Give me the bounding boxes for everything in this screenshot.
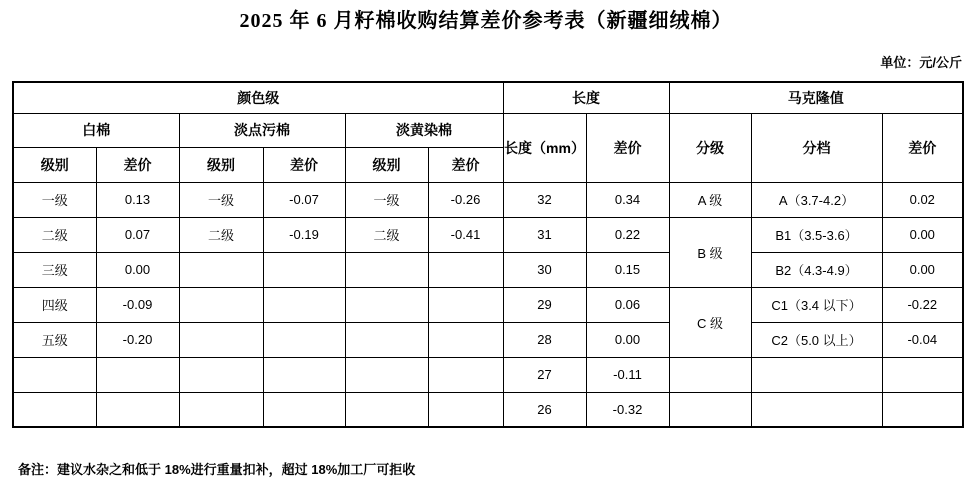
cell-white-grade: 四级 bbox=[13, 287, 96, 322]
cell-yellow-diff bbox=[428, 392, 503, 427]
cell-yellow-diff: -0.26 bbox=[428, 182, 503, 217]
cell-micronaire-grade-empty bbox=[669, 392, 751, 427]
cell-length-diff: 0.06 bbox=[586, 287, 669, 322]
table-row bbox=[13, 252, 963, 287]
cell-micronaire-tier-b1: B1（3.5-3.6） bbox=[751, 217, 882, 252]
cell-white-diff: 0.00 bbox=[96, 252, 179, 287]
table-row bbox=[13, 392, 963, 427]
cell-white-diff: -0.09 bbox=[96, 287, 179, 322]
cell-yellow-diff bbox=[428, 322, 503, 357]
cell-yellow-grade bbox=[345, 252, 428, 287]
cell-spotted-diff bbox=[263, 322, 345, 357]
cell-micronaire-tier-a: A（3.7-4.2） bbox=[751, 182, 882, 217]
cell-micronaire-grade-c: C 级 bbox=[669, 287, 751, 357]
header-yellow-diff: 差价 bbox=[428, 147, 503, 182]
cell-spotted-diff bbox=[263, 252, 345, 287]
cell-length-mm: 30 bbox=[503, 252, 586, 287]
table-row bbox=[13, 217, 963, 252]
cell-spotted-grade bbox=[179, 357, 263, 392]
cell-length-mm: 28 bbox=[503, 322, 586, 357]
cell-length-diff: -0.11 bbox=[586, 357, 669, 392]
cell-yellow-grade: 一级 bbox=[345, 182, 428, 217]
header-light-yellow-stained-cotton: 淡黄染棉 bbox=[345, 113, 503, 147]
cell-length-diff: 0.00 bbox=[586, 322, 669, 357]
cell-white-diff: 0.13 bbox=[96, 182, 179, 217]
header-yellow-grade: 级别 bbox=[345, 147, 428, 182]
cell-micronaire-tier-empty bbox=[751, 392, 882, 427]
cell-micronaire-tier-empty bbox=[751, 357, 882, 392]
cell-spotted-grade bbox=[179, 252, 263, 287]
cell-length-diff: -0.32 bbox=[586, 392, 669, 427]
header-micronaire-diff: 差价 bbox=[882, 113, 963, 182]
header-length: 长度 bbox=[503, 82, 669, 113]
cell-length-mm: 29 bbox=[503, 287, 586, 322]
cell-yellow-diff: -0.41 bbox=[428, 217, 503, 252]
header-light-spotted-cotton: 淡点污棉 bbox=[179, 113, 345, 147]
cell-white-diff: 0.07 bbox=[96, 217, 179, 252]
cell-spotted-diff bbox=[263, 392, 345, 427]
cell-micronaire-diff-a: 0.02 bbox=[882, 182, 963, 217]
cell-white-grade: 五级 bbox=[13, 322, 96, 357]
header-row-sections bbox=[13, 82, 963, 113]
header-spotted-diff: 差价 bbox=[263, 147, 345, 182]
table-row bbox=[13, 287, 963, 322]
cell-length-diff: 0.22 bbox=[586, 217, 669, 252]
header-classification: 分级 bbox=[669, 113, 751, 182]
cell-micronaire-grade-empty bbox=[669, 357, 751, 392]
cell-length-mm: 31 bbox=[503, 217, 586, 252]
cell-yellow-grade: 二级 bbox=[345, 217, 428, 252]
cell-spotted-grade: 二级 bbox=[179, 217, 263, 252]
cell-length-diff: 0.34 bbox=[586, 182, 669, 217]
cell-micronaire-diff-c2: -0.04 bbox=[882, 322, 963, 357]
cell-white-diff: -0.20 bbox=[96, 322, 179, 357]
cell-micronaire-diff-empty bbox=[882, 357, 963, 392]
cell-spotted-diff: -0.19 bbox=[263, 217, 345, 252]
cell-spotted-grade bbox=[179, 322, 263, 357]
cell-white-diff bbox=[96, 357, 179, 392]
cell-yellow-grade bbox=[345, 287, 428, 322]
cell-spotted-grade bbox=[179, 392, 263, 427]
cell-yellow-diff bbox=[428, 252, 503, 287]
cell-micronaire-diff-empty bbox=[882, 392, 963, 427]
header-spotted-grade: 级别 bbox=[179, 147, 263, 182]
cell-micronaire-diff-b1: 0.00 bbox=[882, 217, 963, 252]
cell-white-grade: 一级 bbox=[13, 182, 96, 217]
table-row bbox=[13, 182, 963, 217]
cell-yellow-grade bbox=[345, 322, 428, 357]
cell-micronaire-grade-a: A 级 bbox=[669, 182, 751, 217]
header-color-grade: 颜色级 bbox=[13, 82, 503, 113]
header-white-grade: 级别 bbox=[13, 147, 96, 182]
cell-white-grade bbox=[13, 357, 96, 392]
cell-length-mm: 26 bbox=[503, 392, 586, 427]
price-difference-table bbox=[12, 81, 964, 428]
cell-micronaire-tier-c2: C2（5.0 以上） bbox=[751, 322, 882, 357]
cell-yellow-grade bbox=[345, 357, 428, 392]
cell-spotted-grade: 一级 bbox=[179, 182, 263, 217]
cell-yellow-diff bbox=[428, 287, 503, 322]
cell-white-grade: 三级 bbox=[13, 252, 96, 287]
header-length-diff: 差价 bbox=[586, 113, 669, 182]
cell-spotted-diff bbox=[263, 287, 345, 322]
cell-yellow-diff bbox=[428, 357, 503, 392]
cell-yellow-grade bbox=[345, 392, 428, 427]
cell-spotted-grade bbox=[179, 287, 263, 322]
footnote: 备注：建议水杂之和低于 18%进行重量扣补，超过 18%加工厂可拒收 bbox=[18, 462, 416, 477]
cell-spotted-diff bbox=[263, 357, 345, 392]
header-micronaire: 马克隆值 bbox=[669, 82, 963, 113]
cell-white-diff bbox=[96, 392, 179, 427]
header-length-mm: 长度（mm） bbox=[503, 113, 586, 182]
cell-micronaire-diff-b2: 0.00 bbox=[882, 252, 963, 287]
header-row-subsections bbox=[13, 113, 963, 147]
table-row bbox=[13, 322, 963, 357]
header-white-diff: 差价 bbox=[96, 147, 179, 182]
cell-micronaire-tier-b2: B2（4.3-4.9） bbox=[751, 252, 882, 287]
cell-micronaire-diff-c1: -0.22 bbox=[882, 287, 963, 322]
unit-label: 单位：元/公斤 bbox=[880, 55, 962, 70]
header-tier: 分档 bbox=[751, 113, 882, 182]
cell-spotted-diff: -0.07 bbox=[263, 182, 345, 217]
page-title: 2025 年 6 月籽棉收购结算差价参考表（新疆细绒棉） bbox=[239, 10, 733, 32]
cell-white-grade bbox=[13, 392, 96, 427]
header-white-cotton: 白棉 bbox=[13, 113, 179, 147]
cell-length-mm: 27 bbox=[503, 357, 586, 392]
cell-micronaire-tier-c1: C1（3.4 以下） bbox=[751, 287, 882, 322]
table-row bbox=[13, 357, 963, 392]
cell-micronaire-grade-b: B 级 bbox=[669, 217, 751, 287]
cell-length-diff: 0.15 bbox=[586, 252, 669, 287]
cell-length-mm: 32 bbox=[503, 182, 586, 217]
cell-white-grade: 二级 bbox=[13, 217, 96, 252]
